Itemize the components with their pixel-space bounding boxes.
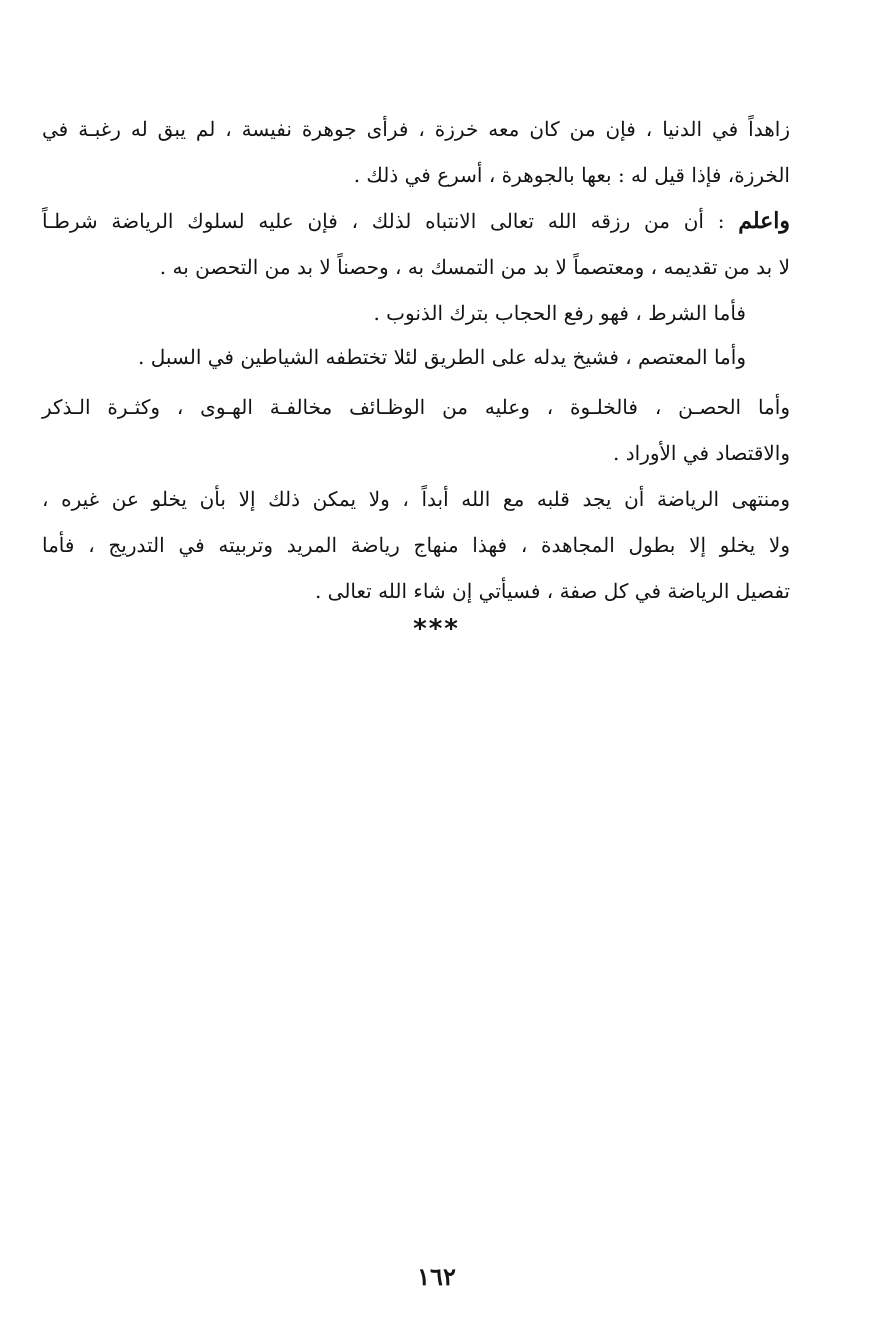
text-line-rest: : أن من رزقه الله تعالى الانتباه لذلك ، فإن عليه لسلوك الرياضة شرطـاً <box>42 209 739 233</box>
paragraph-zuhd <box>42 106 790 198</box>
text-line <box>42 198 790 244</box>
text-line: والاقتصاد في الأوراد . <box>613 441 790 465</box>
text-line: ومنتهى الرياضة أن يجد قلبه مع الله أبداً ، ولا يمكن ذلك إلا بأن يخلو عن غيره ، <box>42 487 790 511</box>
paragraph-hisn <box>42 384 790 476</box>
text-line: فأما الشرط ، فهو رفع الحجاب بترك الذنوب . <box>373 301 746 325</box>
page-number: ١٦٢ <box>417 1262 456 1291</box>
text-line: الخرزة، فإذا قيل له : بعها بالجوهرة ، أسرع في ذلك . <box>353 163 790 187</box>
text-line: وأما المعتصم ، فشيخ يدله على الطريق لئلا تختطفه الشياطين في السبل . <box>138 345 746 369</box>
paragraph-wa-alam <box>42 198 790 290</box>
bold-lead-word: واعلم <box>738 208 790 234</box>
text-line: ولا يخلو إلا بطول المجاهدة ، فهذا منهاج رياضة المريد وتربيته في التدريج ، فأما <box>42 533 790 557</box>
paragraph-shart <box>42 290 790 336</box>
paragraph-mutasam <box>42 334 790 380</box>
paragraph-muntaha <box>42 476 790 614</box>
text-line: زاهداً في الدنيا ، فإن من كان معه خرزة ، فرأى جوهرة نفيسة ، لم يبق له رغبـة في <box>42 117 791 141</box>
section-separator: *** <box>413 614 460 644</box>
text-line: تفصيل الرياضة في كل صفة ، فسيأتي إن شاء الله تعالى . <box>314 579 790 603</box>
text-line: لا بد من تقديمه ، ومعتصماً لا بد من التمسك به ، وحصناً لا بد من التحصن به . <box>159 255 790 279</box>
text-line: وأما الحصـن ، فالخلـوة ، وعليه من الوظـائف مخالفـة الهـوى ، وكثـرة الـذكر <box>42 395 790 419</box>
